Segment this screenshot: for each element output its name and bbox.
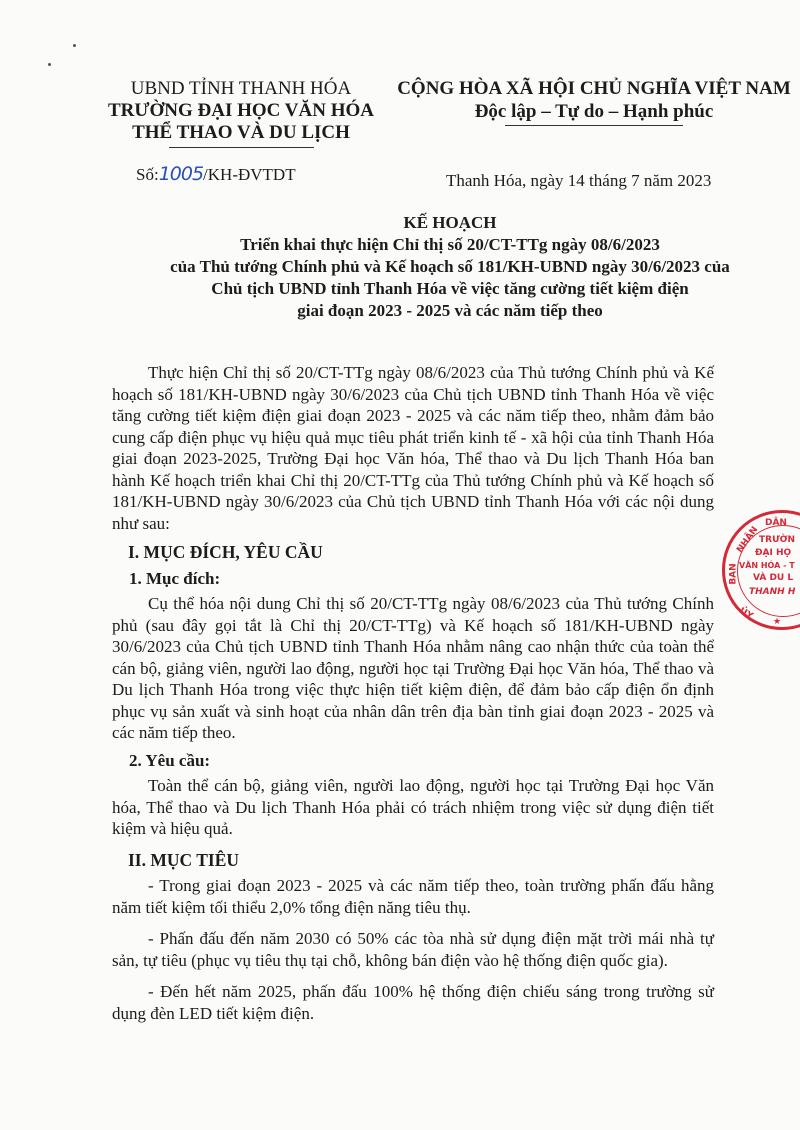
doc-number-handwritten: 1005 xyxy=(158,163,204,185)
title-line: Triển khai thực hiện Chỉ thị số 20/CT-TTg ngày 08/6/2023 xyxy=(240,235,660,254)
title-line: giai đoạn 2023 - 2025 và các năm tiếp theo xyxy=(297,301,603,320)
seal-text: DÂN xyxy=(765,518,787,528)
scan-speck xyxy=(48,63,51,66)
section-heading-objectives: II. MỤC TIÊU xyxy=(128,849,240,870)
seal-text: THANH H xyxy=(749,587,796,597)
official-red-seal xyxy=(722,510,800,630)
scan-speck xyxy=(73,44,76,47)
purpose-paragraph: Cụ thể hóa nội dung Chỉ thị số 20/CT-TTg ngày 08/6/2023 của Thủ tướng Chính phủ (sau đây gọi tắt là Chỉ thị 20/CT-TTg) và Kế hoạch số 181/KH-UBND ngày 30/6/2023 của Chủ tịch UBND tỉnh Thanh Hóa nhằm nâng cao nhận thức của toàn thể cán bộ, giảng viên, người lao động, người học tại Trường Đại học Văn hóa, Thể thao và Du lịch Thanh Hóa trong việc thực hiện tiết kiệm điện, để đảm bảo cấp điện ổn định phục vụ sản xuất và sinh hoạt của nhân dân trên địa bàn tỉnh giai đoạn 2023 - 2025 và các năm tiếp theo. xyxy=(112,594,714,742)
national-motto: Độc lập – Tự do – Hạnh phúc xyxy=(474,101,714,122)
seal-text: ĐẠI HỌ xyxy=(755,548,792,558)
agency-name-line1: TRƯỜNG ĐẠI HỌC VĂN HÓA xyxy=(107,100,374,121)
doc-number-prefix: Số: xyxy=(136,165,159,184)
subsection-heading-requirements: 2. Yêu cầu: xyxy=(129,750,211,770)
country-name: CỘNG HÒA XÃ HỘI CHỦ NGHĨA VIỆT NAM xyxy=(397,78,791,99)
parent-agency: UBND TỈNH THANH HÓA xyxy=(130,78,352,99)
subsection-heading-purpose: 1. Mục đích: xyxy=(129,568,221,588)
requirements-paragraph: Toàn thể cán bộ, giảng viên, người lao động, người học tại Trường Đại học Văn hóa, Thể thao và Du lịch Thanh Hóa phải có trách nhiệm trong việc sử dụng điện tiết kiệm và hiệu quả. xyxy=(112,776,714,838)
seal-text: BAN xyxy=(728,563,739,585)
document-title xyxy=(100,212,800,322)
section-heading-purpose: I. MỤC ĐÍCH, YÊU CẦU xyxy=(128,542,323,562)
agency-name-line2: THỂ THAO VÀ DU LỊCH xyxy=(132,122,350,143)
title-heading: KẾ HOẠCH xyxy=(403,213,497,232)
issuing-agency-header xyxy=(96,78,386,148)
seal-text: TRƯỜN xyxy=(759,535,795,545)
seal-text: ỦY xyxy=(737,606,755,622)
seal-text: VÀ DU L xyxy=(753,573,794,583)
objective-item: - Phấn đấu đến năm 2030 có 50% các tòa nhà sử dụng điện mặt trời mái nhà tự sản, tự tiêu (phục vụ tiêu thụ tại chỗ, không bán điện vào hệ thống điện quốc gia). xyxy=(112,929,714,970)
objective-item: - Đến hết năm 2025, phấn đấu 100% hệ thống điện chiếu sáng trong trường sử dụng đèn LED tiết kiệm điện. xyxy=(112,982,714,1023)
seal-text: NHÂN xyxy=(735,525,761,555)
seal-text: VĂN HÓA - T xyxy=(739,561,795,570)
national-motto-header xyxy=(394,78,794,126)
intro-paragraph: Thực hiện Chỉ thị số 20/CT-TTg ngày 08/6/2023 của Thủ tướng Chính phủ và Kế hoạch số 181/KH-UBND ngày 30/6/2023 của Chủ tịch UBND tỉnh Thanh Hóa về việc tăng cường tiết kiệm điện giai đoạn 2023 - 2025 và các năm tiếp theo, nhằm đảm bảo cung cấp điện phục vụ hiệu quả mục tiêu phát triển kinh tế - xã hội của tỉnh Thanh Hóa giai đoạn 2023-2025, Trường Đại học Văn hóa, Thể thao và Du lịch Thanh Hóa ban hành Kế hoạch triển khai Chỉ thị 20/CT-TTg của Thủ tướng Chính phủ và Kế hoạch số 181/KH-UBND ngày 30/6/2023 của Chủ tịch UBND tỉnh Thanh Hóa với các nội dung như sau: xyxy=(112,363,714,533)
motto-underline xyxy=(505,125,683,126)
seal-star-icon: ★ xyxy=(773,617,782,627)
place-and-date: Thanh Hóa, ngày 14 tháng 7 năm 2023 xyxy=(446,171,712,190)
document-number xyxy=(136,163,296,185)
doc-number-suffix: /KH-ĐVTDT xyxy=(203,165,296,184)
header-underline xyxy=(169,147,314,148)
document-body xyxy=(112,362,714,1034)
title-line: Chủ tịch UBND tỉnh Thanh Hóa về việc tăng cường tiết kiệm điện xyxy=(211,279,689,298)
objective-item: - Trong giai đoạn 2023 - 2025 và các năm tiếp theo, toàn trường phấn đấu hằng năm tiết kiệm tối thiểu 2,0% tổng điện năng tiêu thụ. xyxy=(112,876,714,917)
title-line: của Thủ tướng Chính phủ và Kế hoạch số 181/KH-UBND ngày 30/6/2023 của xyxy=(170,257,730,276)
